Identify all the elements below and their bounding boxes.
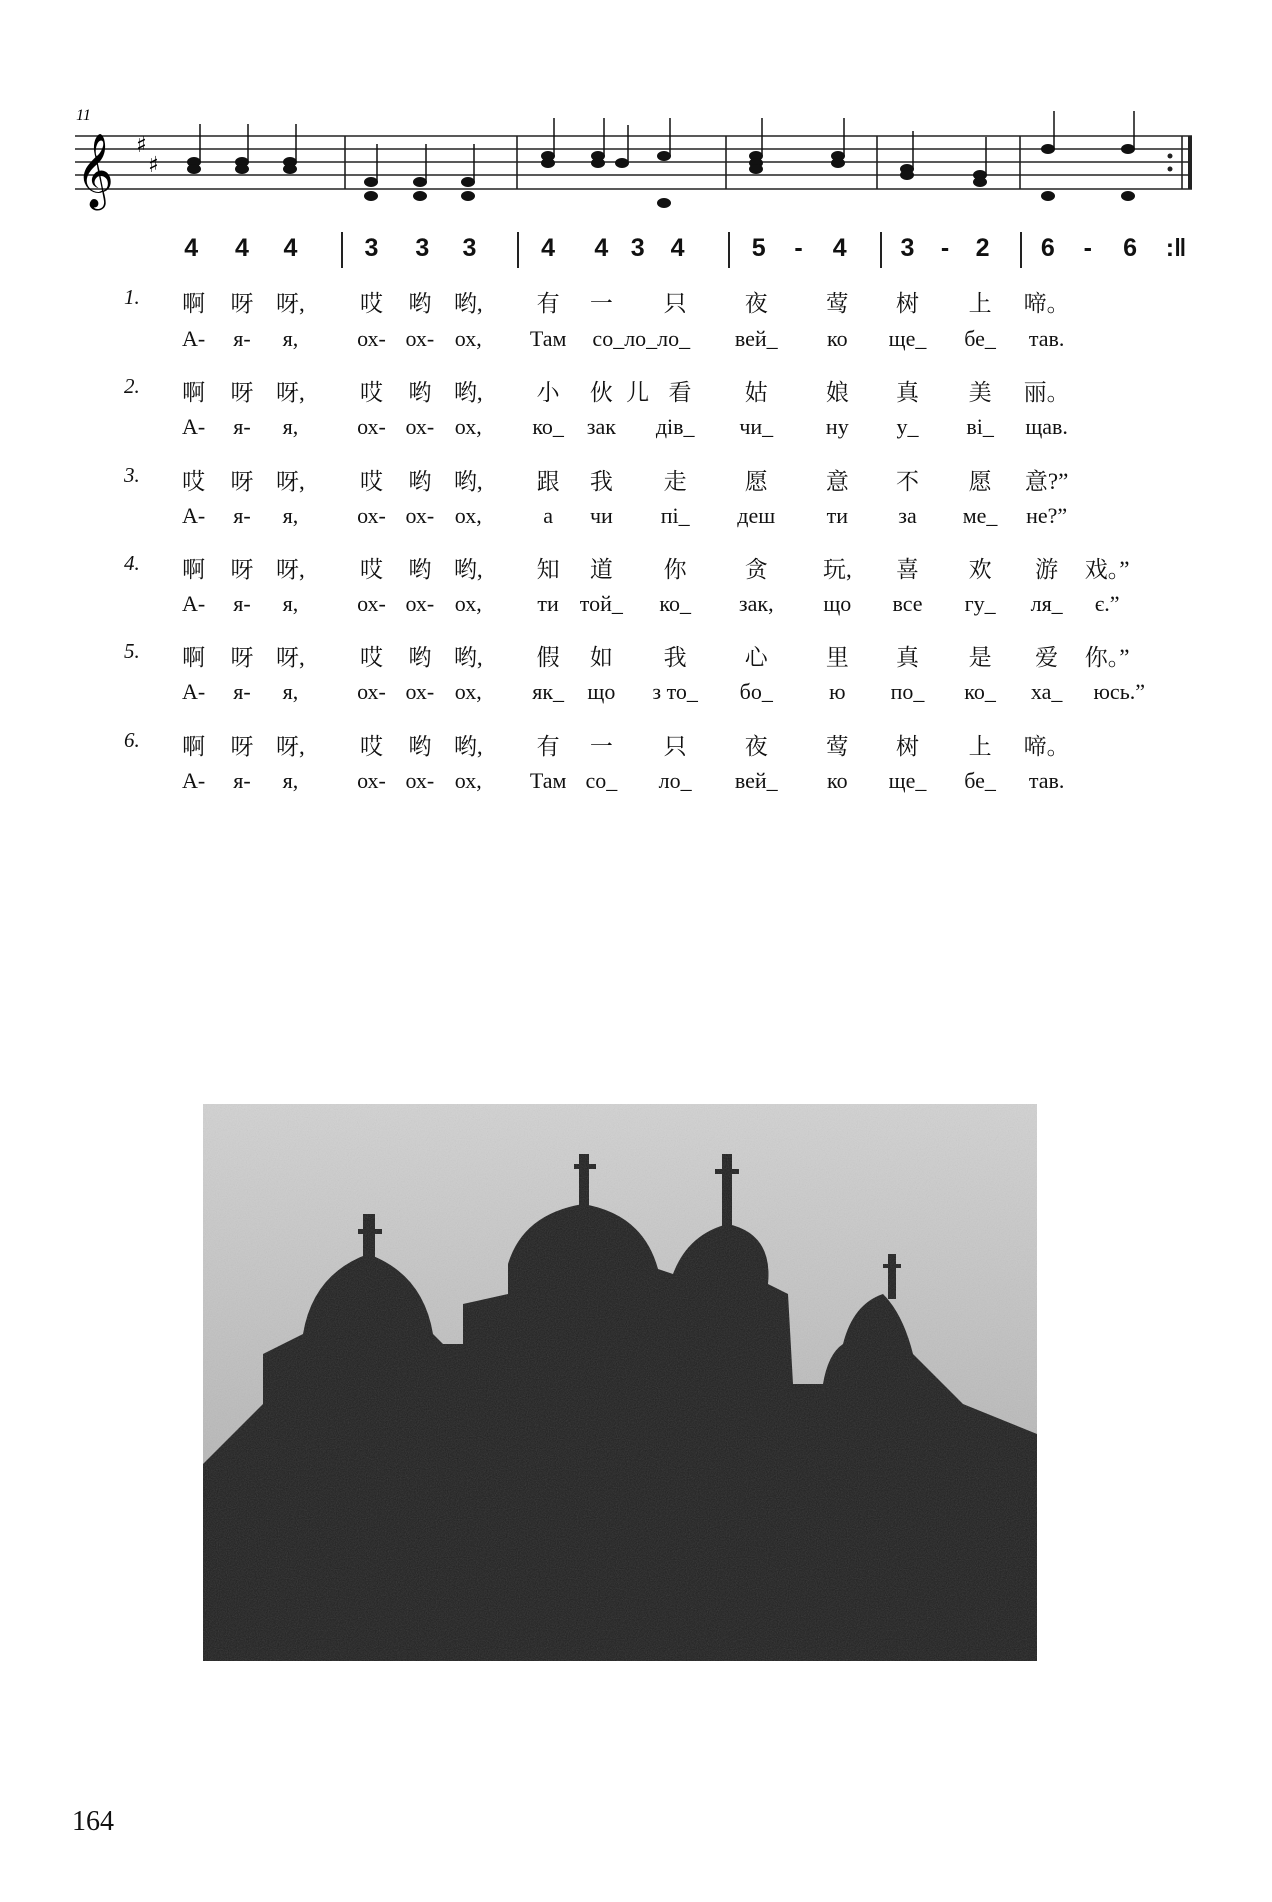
notehead: [973, 177, 987, 187]
lyric-chinese: 啊: [182, 645, 206, 671]
lyric-chinese: 跟: [536, 468, 560, 494]
jianpu-note: 4: [283, 234, 298, 262]
lyric-ukrainian: дiв_: [655, 414, 695, 440]
page-number: 164: [72, 1806, 114, 1837]
lyric-chinese: 呀,: [276, 380, 305, 406]
lyric-chinese: 走: [663, 468, 687, 494]
lyric-ukrainian: пi_: [660, 502, 690, 528]
lyric-chinese: 里: [825, 645, 849, 671]
lyric-ukrainian: со_: [585, 767, 618, 793]
lyric-chinese: 伙: [589, 380, 613, 406]
lyric-chinese: 树: [896, 733, 919, 759]
lyric-chinese: 莺: [825, 733, 849, 759]
jianpu-note: 4: [235, 234, 249, 262]
lyric-chinese: 哟,: [453, 290, 483, 316]
cathedral-photo: [203, 1104, 1037, 1661]
lyric-chinese: 美: [968, 380, 992, 406]
notehead: [615, 158, 629, 168]
lyric-ukrainian: чи: [589, 502, 613, 528]
lyric-ukrainian: ко_: [964, 679, 996, 705]
jianpu-note: 3: [900, 234, 915, 262]
lyric-ukrainian: я-: [233, 502, 251, 528]
lyric-ukrainian: щав.: [1025, 414, 1068, 440]
notehead: [591, 158, 605, 168]
lyric-chinese: 知: [536, 557, 560, 583]
lyric-ukrainian: я,: [282, 502, 299, 528]
lyric-ukrainian: деш: [737, 502, 776, 528]
lyric-chinese: 啼。: [1023, 290, 1070, 316]
lyric-ukrainian: ще_: [888, 767, 927, 793]
notes: [187, 111, 1135, 208]
lyric-chinese: 贪: [744, 557, 768, 583]
lyric-chinese: 喜: [896, 557, 919, 583]
notehead: [1041, 191, 1055, 201]
lyric-chinese: 有: [536, 733, 560, 759]
lyric-ukrainian: ох-: [357, 767, 386, 793]
lyric-ukrainian: я-: [233, 767, 251, 793]
notehead: [749, 164, 763, 174]
notehead: [364, 177, 378, 187]
jianpu-note: 6: [1123, 234, 1138, 262]
jianpu-note: 4: [184, 234, 199, 262]
lyric-ukrainian: за: [898, 502, 917, 528]
lyric-ukrainian: А-: [181, 326, 206, 351]
lyric-chinese: 夜: [744, 733, 768, 759]
lyric-chinese: 呀,: [276, 557, 305, 583]
lyric-chinese: 不: [896, 468, 919, 494]
lyric-ukrainian: я,: [282, 591, 299, 616]
notehead: [1121, 191, 1135, 201]
lyric-chinese: 小: [536, 380, 560, 406]
lyric-chinese: 你: [663, 557, 687, 583]
lyric-chinese: 假: [536, 645, 560, 671]
jianpu-note: -: [794, 234, 803, 262]
lyric-chinese: 只: [663, 733, 687, 759]
lyric-chinese: 哎: [359, 468, 383, 494]
lyric-ukrainian: ох,: [454, 502, 482, 528]
lyric-ukrainian: зак: [586, 414, 616, 440]
lyric-ukrainian: той_: [579, 591, 623, 616]
lyric-chinese: 莺: [825, 290, 849, 316]
lyric-ukrainian: ко_: [532, 414, 564, 440]
notehead: [413, 191, 427, 201]
lyric-chinese: 丽。: [1023, 380, 1070, 406]
barline: [517, 232, 519, 268]
jianpu-note: -: [940, 234, 950, 262]
barline: [728, 232, 730, 268]
lyric-ukrainian: ну: [825, 414, 849, 440]
jianpu-note: :‖: [1165, 234, 1187, 262]
jianpu-note: 3: [630, 234, 645, 262]
lyric-chinese: 呀,: [276, 290, 305, 316]
lyric-ukrainian: ох-: [405, 679, 435, 705]
lyric-chinese: 我: [589, 468, 613, 494]
lyric-chinese: 一: [589, 733, 613, 759]
barline: [1020, 232, 1022, 268]
lyric-ukrainian: зак,: [738, 591, 774, 616]
lyric-ukrainian: А-: [181, 767, 206, 793]
lyric-chinese: 游: [1035, 557, 1059, 583]
lyric-ukrainian: по_: [890, 679, 925, 705]
notehead: [235, 164, 249, 174]
lyric-ukrainian: що: [823, 591, 852, 616]
lyric-ukrainian: юсь.”: [1093, 679, 1145, 705]
lyric-chinese: 呀: [230, 733, 254, 759]
lyric-ukrainian: ох,: [454, 414, 482, 440]
lyric-chinese: 呀: [230, 645, 254, 671]
jianpu-note: 3: [462, 234, 477, 262]
lyric-chinese: 是: [968, 645, 992, 671]
lyric-ukrainian: а: [543, 502, 554, 528]
lyric-chinese: 只: [663, 290, 687, 316]
notehead: [541, 158, 555, 168]
lyric-chinese: 哎: [359, 733, 383, 759]
jianpu-note: 3: [364, 234, 379, 262]
lyric-ukrainian: ти: [537, 591, 559, 616]
lyric-ukrainian: чи_: [739, 414, 774, 440]
verse-number: 3.: [124, 462, 140, 487]
lyric-ukrainian: вi_: [966, 414, 994, 440]
lyric-ukrainian: є.”: [1094, 591, 1120, 616]
lyric-ukrainian: ох-: [405, 414, 435, 440]
lyric-chinese: 姑: [744, 380, 768, 406]
lyric-ukrainian: А-: [181, 591, 206, 616]
lyric-chinese: 哎: [359, 380, 383, 406]
lyric-ukrainian: А-: [181, 679, 206, 705]
treble-clef-icon: 𝄞: [76, 134, 114, 208]
lyric-chinese: 呀: [230, 380, 254, 406]
lyric-ukrainian: ох-: [357, 326, 386, 351]
lyric-chinese: 啊: [182, 290, 206, 316]
notehead: [187, 164, 201, 174]
lyric-chinese: 哟: [408, 645, 432, 671]
lyric-ukrainian: ох-: [357, 502, 386, 528]
notehead: [461, 177, 475, 187]
lyric-ukrainian: ко_: [659, 591, 691, 616]
jianpu-note: 4: [832, 234, 847, 262]
lyric-chinese: 玩,: [822, 557, 852, 583]
lyric-chinese: 哟: [408, 733, 432, 759]
notehead: [283, 164, 297, 174]
lyric-chinese: 树: [896, 290, 919, 316]
lyric-ukrainian: ох,: [454, 326, 482, 351]
lyric-ukrainian: А-: [181, 414, 206, 440]
lyric-ukrainian: ще_: [888, 326, 927, 351]
lyric-chinese: 愿: [744, 468, 768, 494]
lyric-ukrainian: я-: [233, 591, 251, 616]
lyric-ukrainian: бе_: [964, 767, 996, 793]
lyric-ukrainian: ох,: [454, 767, 482, 793]
lyric-chinese: 如: [589, 645, 613, 671]
verse-number: 4.: [124, 551, 140, 576]
lyric-ukrainian: бо_: [739, 679, 773, 705]
lyric-chinese: 哟,: [453, 645, 483, 671]
lyric-chinese: 哟: [408, 380, 432, 406]
lyric-ukrainian: я,: [282, 679, 299, 705]
lyric-ukrainian: ля_: [1030, 591, 1063, 616]
lyric-chinese: 爱: [1035, 645, 1059, 671]
notehead: [900, 170, 914, 180]
notehead: [413, 177, 427, 187]
lyric-chinese: 真: [896, 380, 919, 406]
lyric-ukrainian: вей_: [734, 767, 778, 793]
jianpu-note: -: [1083, 234, 1092, 262]
lyric-chinese: 呀: [230, 468, 254, 494]
verse-number: 1.: [124, 284, 140, 309]
notehead: [1121, 144, 1135, 154]
lyric-chinese: 啊: [182, 557, 206, 583]
lyric-ukrainian: ти: [826, 502, 849, 528]
lyric-chinese: 哟,: [453, 557, 483, 583]
jianpu-note: 3: [415, 234, 430, 262]
lyric-ukrainian: ю: [829, 679, 846, 705]
lyric-ukrainian: з то_: [652, 679, 698, 705]
lyric-chinese: 哟,: [453, 468, 483, 494]
lyric-ukrainian: со_ло_ло_: [592, 326, 691, 351]
lyric-ukrainian: тав.: [1028, 767, 1065, 793]
jianpu-note: 4: [541, 234, 556, 262]
barline: [341, 232, 343, 268]
lyric-ukrainian: тав.: [1028, 326, 1065, 351]
lyric-chinese: 看: [668, 380, 692, 406]
notehead: [657, 151, 671, 161]
lyric-chinese: 心: [744, 645, 768, 671]
notehead: [657, 198, 671, 208]
lyric-chinese: 呀: [230, 557, 254, 583]
lyric-chinese: 啼。: [1023, 733, 1070, 759]
lyric-chinese: 戏。”: [1084, 557, 1130, 583]
lyric-ukrainian: я-: [233, 326, 251, 351]
lyric-chinese: 啊: [182, 380, 206, 406]
lyric-chinese: 哎: [182, 468, 206, 494]
barline: [880, 232, 882, 268]
lyric-ukrainian: бе_: [964, 326, 996, 351]
key-signature-sharps: ♯: [136, 133, 147, 158]
lyric-ukrainian: не?”: [1026, 502, 1068, 528]
lyric-chinese: 上: [968, 733, 992, 759]
music-staff: [0, 90, 1272, 230]
lyric-ukrainian: все: [892, 591, 923, 616]
lyric-ukrainian: А-: [181, 502, 206, 528]
lyric-ukrainian: я,: [282, 767, 299, 793]
lyric-ukrainian: ко: [827, 767, 848, 793]
lyric-chinese: 哟: [408, 557, 432, 583]
lyric-ukrainian: ко: [827, 326, 848, 351]
jianpu-note: 4: [670, 234, 685, 262]
lyric-ukrainian: я,: [282, 414, 299, 440]
verse-number: 5.: [124, 639, 140, 664]
lyric-ukrainian: я-: [233, 679, 251, 705]
lyric-chinese: 呀,: [276, 468, 305, 494]
lyric-ukrainian: ох,: [454, 679, 482, 705]
lyric-chinese: 呀: [230, 290, 254, 316]
lyric-ukrainian: я-: [233, 414, 251, 440]
jianpu-note: 5: [751, 234, 766, 262]
lyric-chinese: 意?”: [1024, 468, 1069, 494]
lyric-ukrainian: ох-: [357, 679, 386, 705]
notehead: [831, 158, 845, 168]
lyric-chinese: 娘: [825, 380, 849, 406]
lyric-chinese: 哎: [359, 645, 383, 671]
lyric-chinese: 哟,: [453, 380, 483, 406]
lyric-chinese: 哎: [359, 557, 383, 583]
lyric-ukrainian: ох-: [405, 767, 435, 793]
jianpu-note: 6: [1040, 234, 1055, 262]
lyric-ukrainian: я,: [282, 326, 299, 351]
lyric-ukrainian: ох-: [405, 502, 435, 528]
lyric-chinese: 你。”: [1084, 645, 1130, 671]
lyric-ukrainian: ох-: [405, 326, 435, 351]
lyric-chinese: 我: [663, 645, 687, 671]
lyric-chinese: 愿: [968, 468, 992, 494]
lyric-chinese: 意: [825, 468, 849, 494]
lyric-chinese: 道: [589, 557, 613, 583]
lyric-ukrainian: гу_: [964, 591, 996, 616]
lyric-chinese: 一: [589, 290, 613, 316]
lyric-ukrainian: ох-: [357, 591, 386, 616]
lyric-ukrainian: у_: [896, 414, 919, 440]
measure-number: 11: [76, 107, 91, 124]
verse-number: 2.: [124, 374, 140, 399]
lyric-chinese: 儿: [626, 380, 650, 406]
notehead: [364, 191, 378, 201]
lyric-chinese: 哟: [408, 290, 432, 316]
lyric-chinese: 哟,: [453, 733, 483, 759]
lyric-ukrainian: ме_: [962, 502, 998, 528]
lyric-chinese: 有: [536, 290, 560, 316]
lyric-chinese: 欢: [968, 557, 992, 583]
jianpu-note: 4: [594, 234, 609, 262]
lyric-chinese: 呀,: [276, 733, 305, 759]
verse-number: 6.: [124, 727, 140, 752]
lyric-ukrainian: ох,: [454, 591, 482, 616]
lyric-chinese: 啊: [182, 733, 206, 759]
key-signature-sharp-2: ♯: [148, 153, 159, 178]
lyric-chinese: 哟: [408, 468, 432, 494]
lyric-ukrainian: вей_: [734, 326, 778, 351]
lyric-ukrainian: ло_: [658, 767, 692, 793]
lyric-ukrainian: Там: [529, 767, 567, 793]
lyric-chinese: 夜: [744, 290, 768, 316]
lyric-chinese: 真: [896, 645, 919, 671]
lyric-ukrainian: ох-: [405, 591, 435, 616]
lyric-ukrainian: ха_: [1030, 679, 1063, 705]
lyric-ukrainian: Там: [529, 326, 567, 351]
lyric-chinese: 哎: [359, 290, 383, 316]
lyric-ukrainian: ох-: [357, 414, 386, 440]
notehead: [461, 191, 475, 201]
lyric-ukrainian: що: [587, 679, 616, 705]
lyric-chinese: 呀,: [276, 645, 305, 671]
jianpu-note: 2: [975, 234, 990, 262]
lyric-ukrainian: як_: [532, 679, 565, 705]
lyric-chinese: 上: [968, 290, 992, 316]
notehead: [1041, 144, 1055, 154]
